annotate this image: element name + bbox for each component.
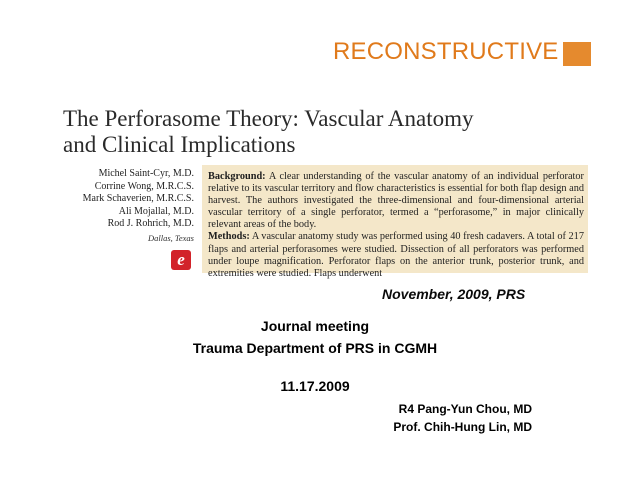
e-journal-logo: e <box>171 250 191 270</box>
author-name: Rod J. Rohrich, M.D. <box>107 218 194 229</box>
author-list <box>60 168 194 231</box>
meeting-date: 11.17.2009 <box>280 378 350 394</box>
article-title-line-1: The Perforasome Theory: Vascular Anatomy <box>63 106 474 131</box>
department-name: Trauma Department of PRS in CGMH <box>192 340 438 356</box>
presenter-name: R4 Pang-Yun Chou, MD <box>398 402 532 416</box>
author-name: Michel Saint-Cyr, M.D. <box>98 168 194 179</box>
abstract-text <box>202 165 588 280</box>
author-name: Mark Schaverien, M.R.C.S. <box>82 193 194 204</box>
author-name: Corrine Wong, M.R.C.S. <box>94 180 194 192</box>
author-name: Ali Mojallal, M.D. <box>118 205 194 217</box>
abstract-background-text: A clear understanding of the vascular anatomy of an individual perforator relative to its vascular territory and flow characteristics is essential for both flap design and harvest. The authors investigated the three-dimensional and four-dimensional arterial vascular territory of a single perforator, termed a “perforasome,” in major clinically relevant areas of the body. <box>208 171 584 231</box>
article-title-line-2: and Clinical Implications <box>63 132 296 157</box>
article-title <box>63 106 583 158</box>
brand-square-mark <box>563 42 591 66</box>
abstract-box <box>202 165 588 279</box>
author-location: Dallas, Texas <box>148 233 194 243</box>
publication-date: November, 2009, PRS <box>382 286 526 302</box>
meeting-title: Journal meeting <box>260 318 370 334</box>
brand-title: RECONSTRUCTIVE <box>333 38 559 65</box>
abstract-methods-text: A vascular anatomy study was performed using 40 fresh cadavers. A total of 217 flaps and arterial perforasomes were studied. Dissection of all perforators was performed under loupe magnification. Perforator flaps on the anterior trunk, posterior trunk, and extremities were studied. Flaps underwent <box>208 231 584 279</box>
abstract-methods-label: Methods: <box>208 231 250 243</box>
supervisor-name: Prof. Chih-Hung Lin, MD <box>393 420 532 434</box>
abstract-background-label: Background: <box>208 171 266 182</box>
